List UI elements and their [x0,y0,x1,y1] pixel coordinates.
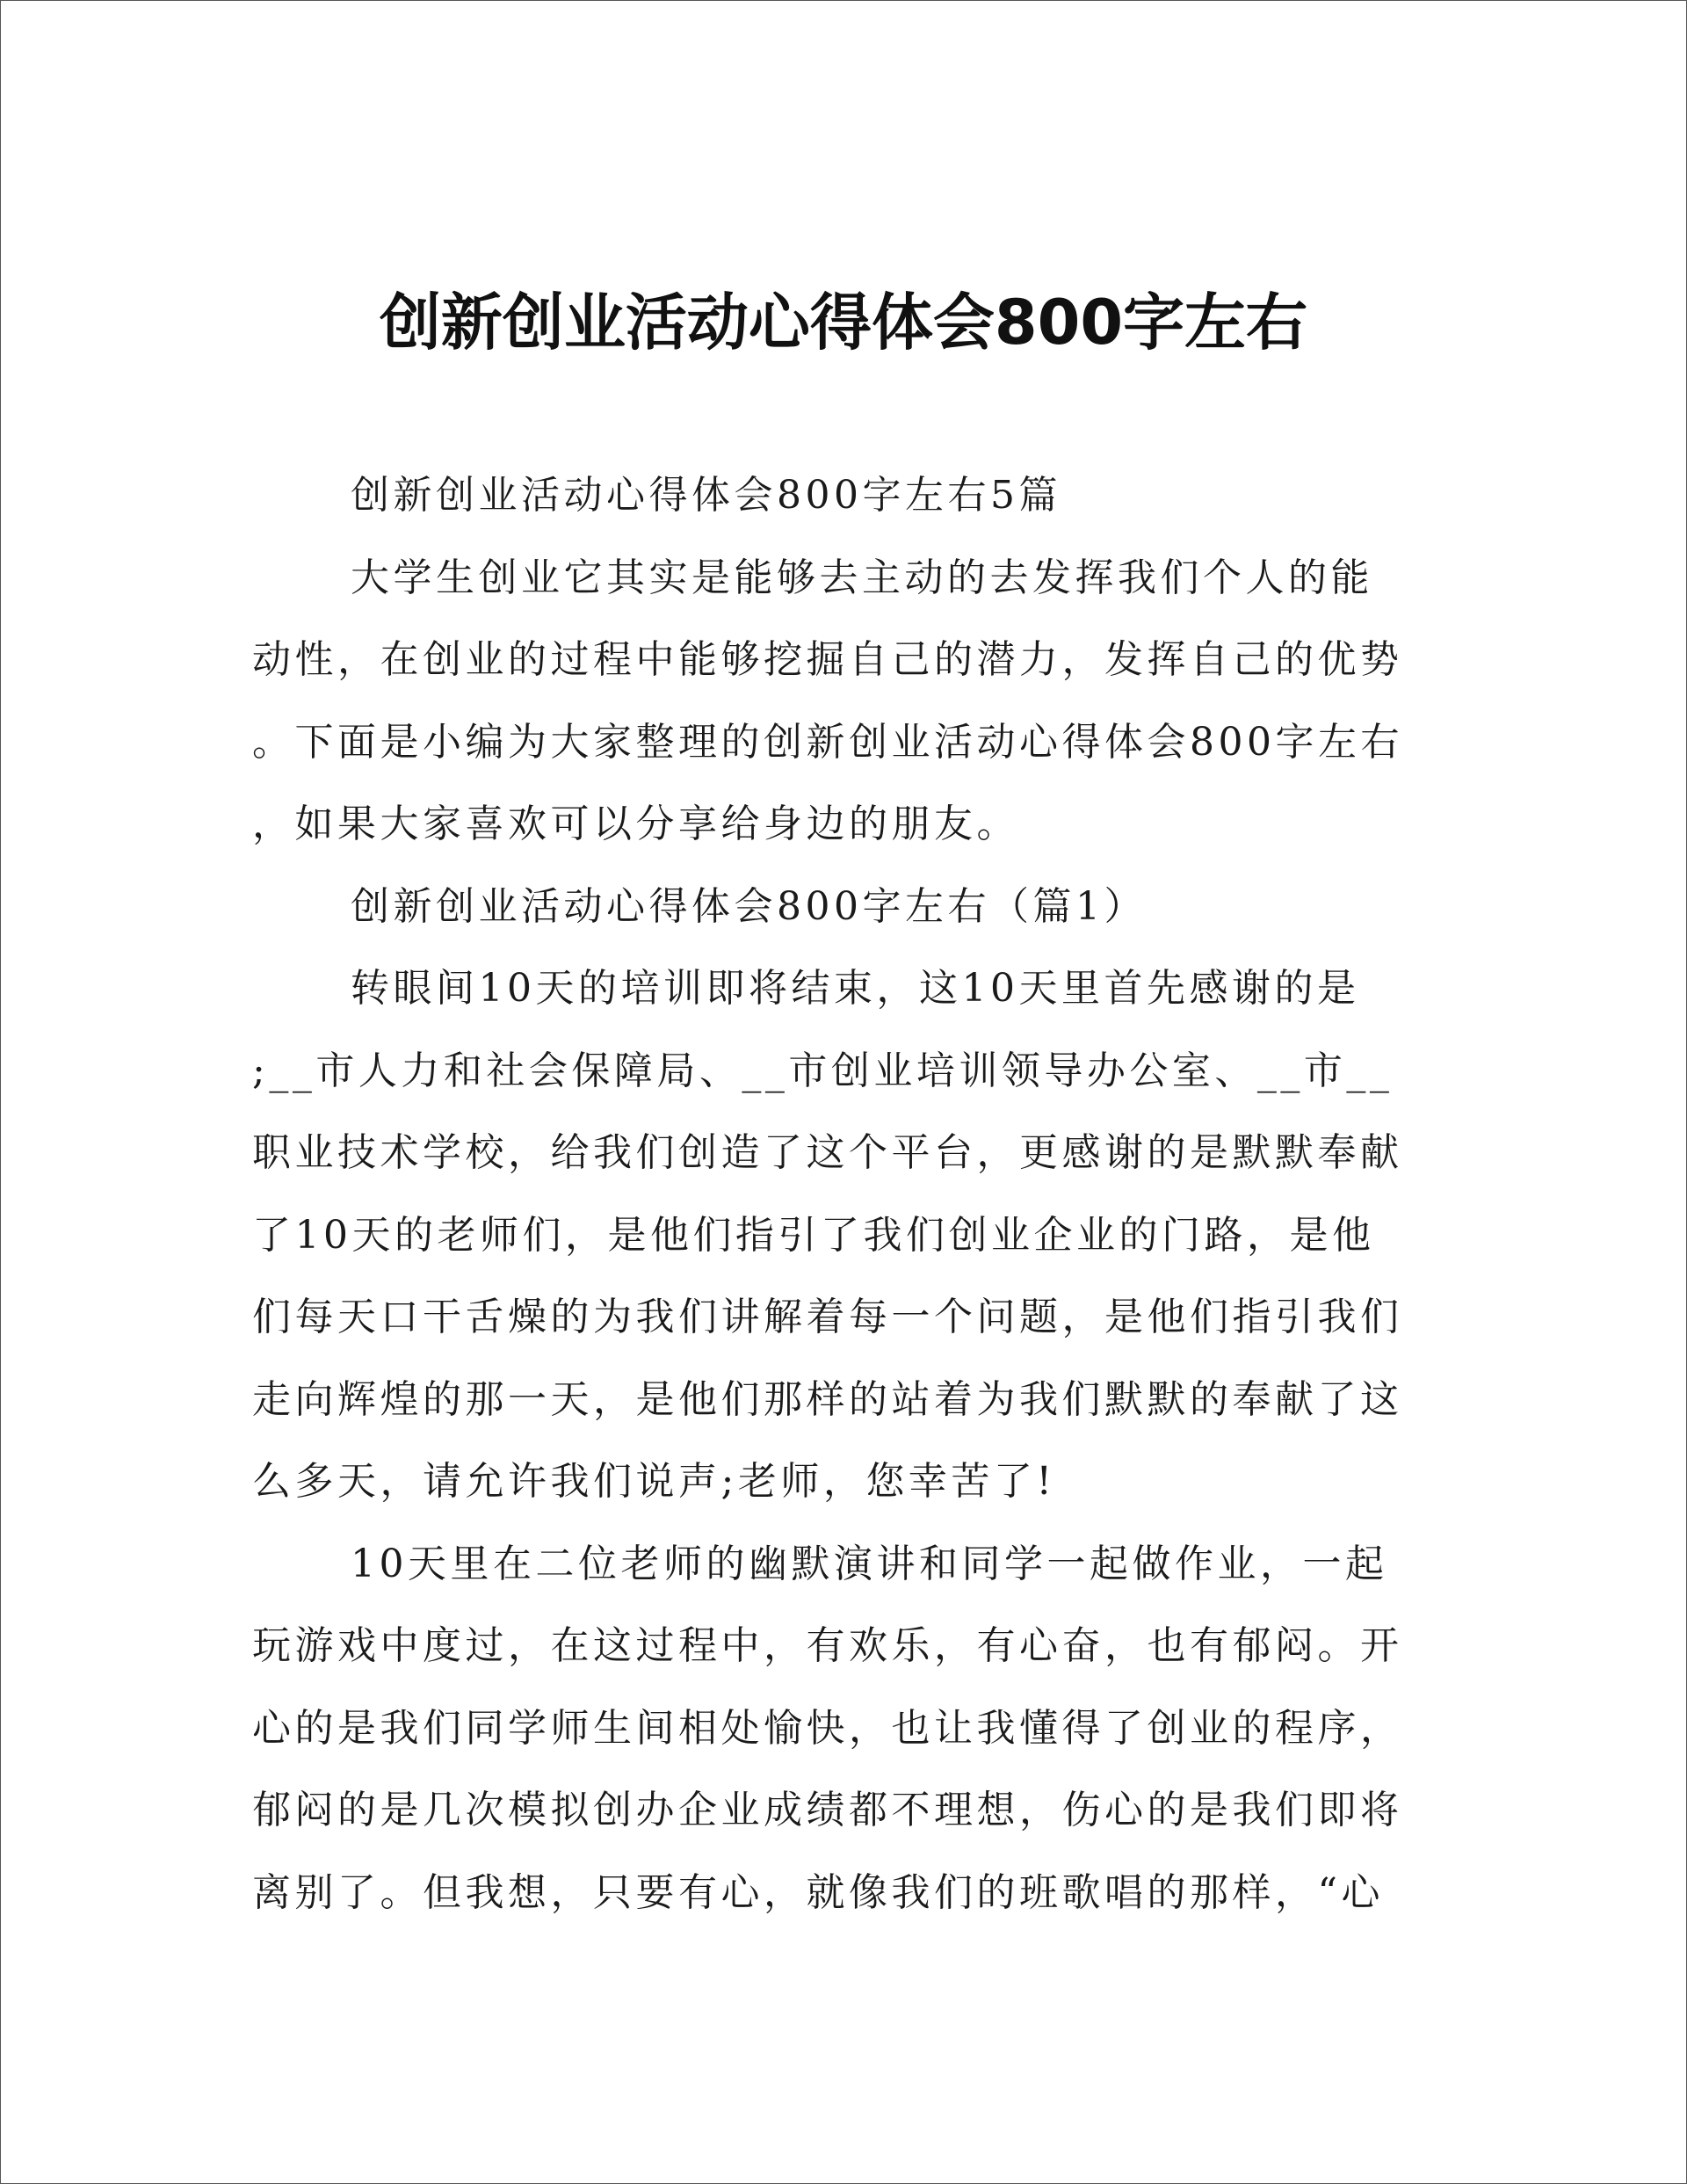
text-line: ;__市人力和社会保障局、__市创业培训领导办公室、__市__ [252,1048,1394,1093]
paragraph-section-heading [252,866,1440,948]
text-line: 心的是我们同学师生间相处愉快，也让我懂得了创业的程序， [252,1705,1403,1751]
text-line: 了10天的老师们，是他们指引了我们创业企业的门路，是他 [252,1212,1375,1258]
paragraph-intro [252,537,1440,866]
document-body [252,454,1440,1934]
text-line: 么多天，请允许我们说声;老师，您幸苦了! [252,1459,1056,1504]
text-line: 创新创业活动心得体会800字左右（篇1） [351,883,1147,929]
text-line: 们每天口干舌燥的为我们讲解着每一个问题，是他们指引我们 [252,1295,1403,1339]
text-line: 玩游戏中度过，在这过程中，有欢乐，有心奋，也有郁闷。开 [252,1623,1403,1668]
text-line: 10天里在二位老师的幽默演讲和同学一起做作业，一起 [351,1541,1388,1586]
paragraph-body-2 [252,1523,1440,1934]
document-title: 创新创业活动心得体会800字左右 [379,287,1308,359]
text-line: 创新创业活动心得体会800字左右5篇 [351,473,1061,518]
text-line: 。下面是小编为大家整理的创新创业活动心得体会800字左右 [252,719,1403,765]
text-line: 动性，在创业的过程中能够挖掘自己的潜力，发挥自己的优势 [252,637,1403,682]
text-line: 郁闷的是几次模拟创办企业成绩都不理想，伤心的是我们即将 [252,1788,1403,1832]
paragraph-body-1 [252,947,1440,1523]
paragraph-subtitle [252,454,1440,537]
text-line: 大学生创业它其实是能够去主动的去发挥我们个人的能 [351,555,1373,600]
text-line: 职业技术学校，给我们创造了这个平台，更感谢的是默默奉献 [252,1130,1403,1175]
text-line: 离别了。但我想，只要有心，就像我们的班歌唱的那样，“心 [252,1869,1384,1915]
text-line: 走向辉煌的那一天，是他们那样的站着为我们默默的奉献了这 [252,1376,1403,1422]
text-line: 转眼间10天的培训即将结束，这10天里首先感谢的是 [351,966,1360,1011]
text-line: ，如果大家喜欢可以分享给身边的朋友。 [252,802,1019,846]
